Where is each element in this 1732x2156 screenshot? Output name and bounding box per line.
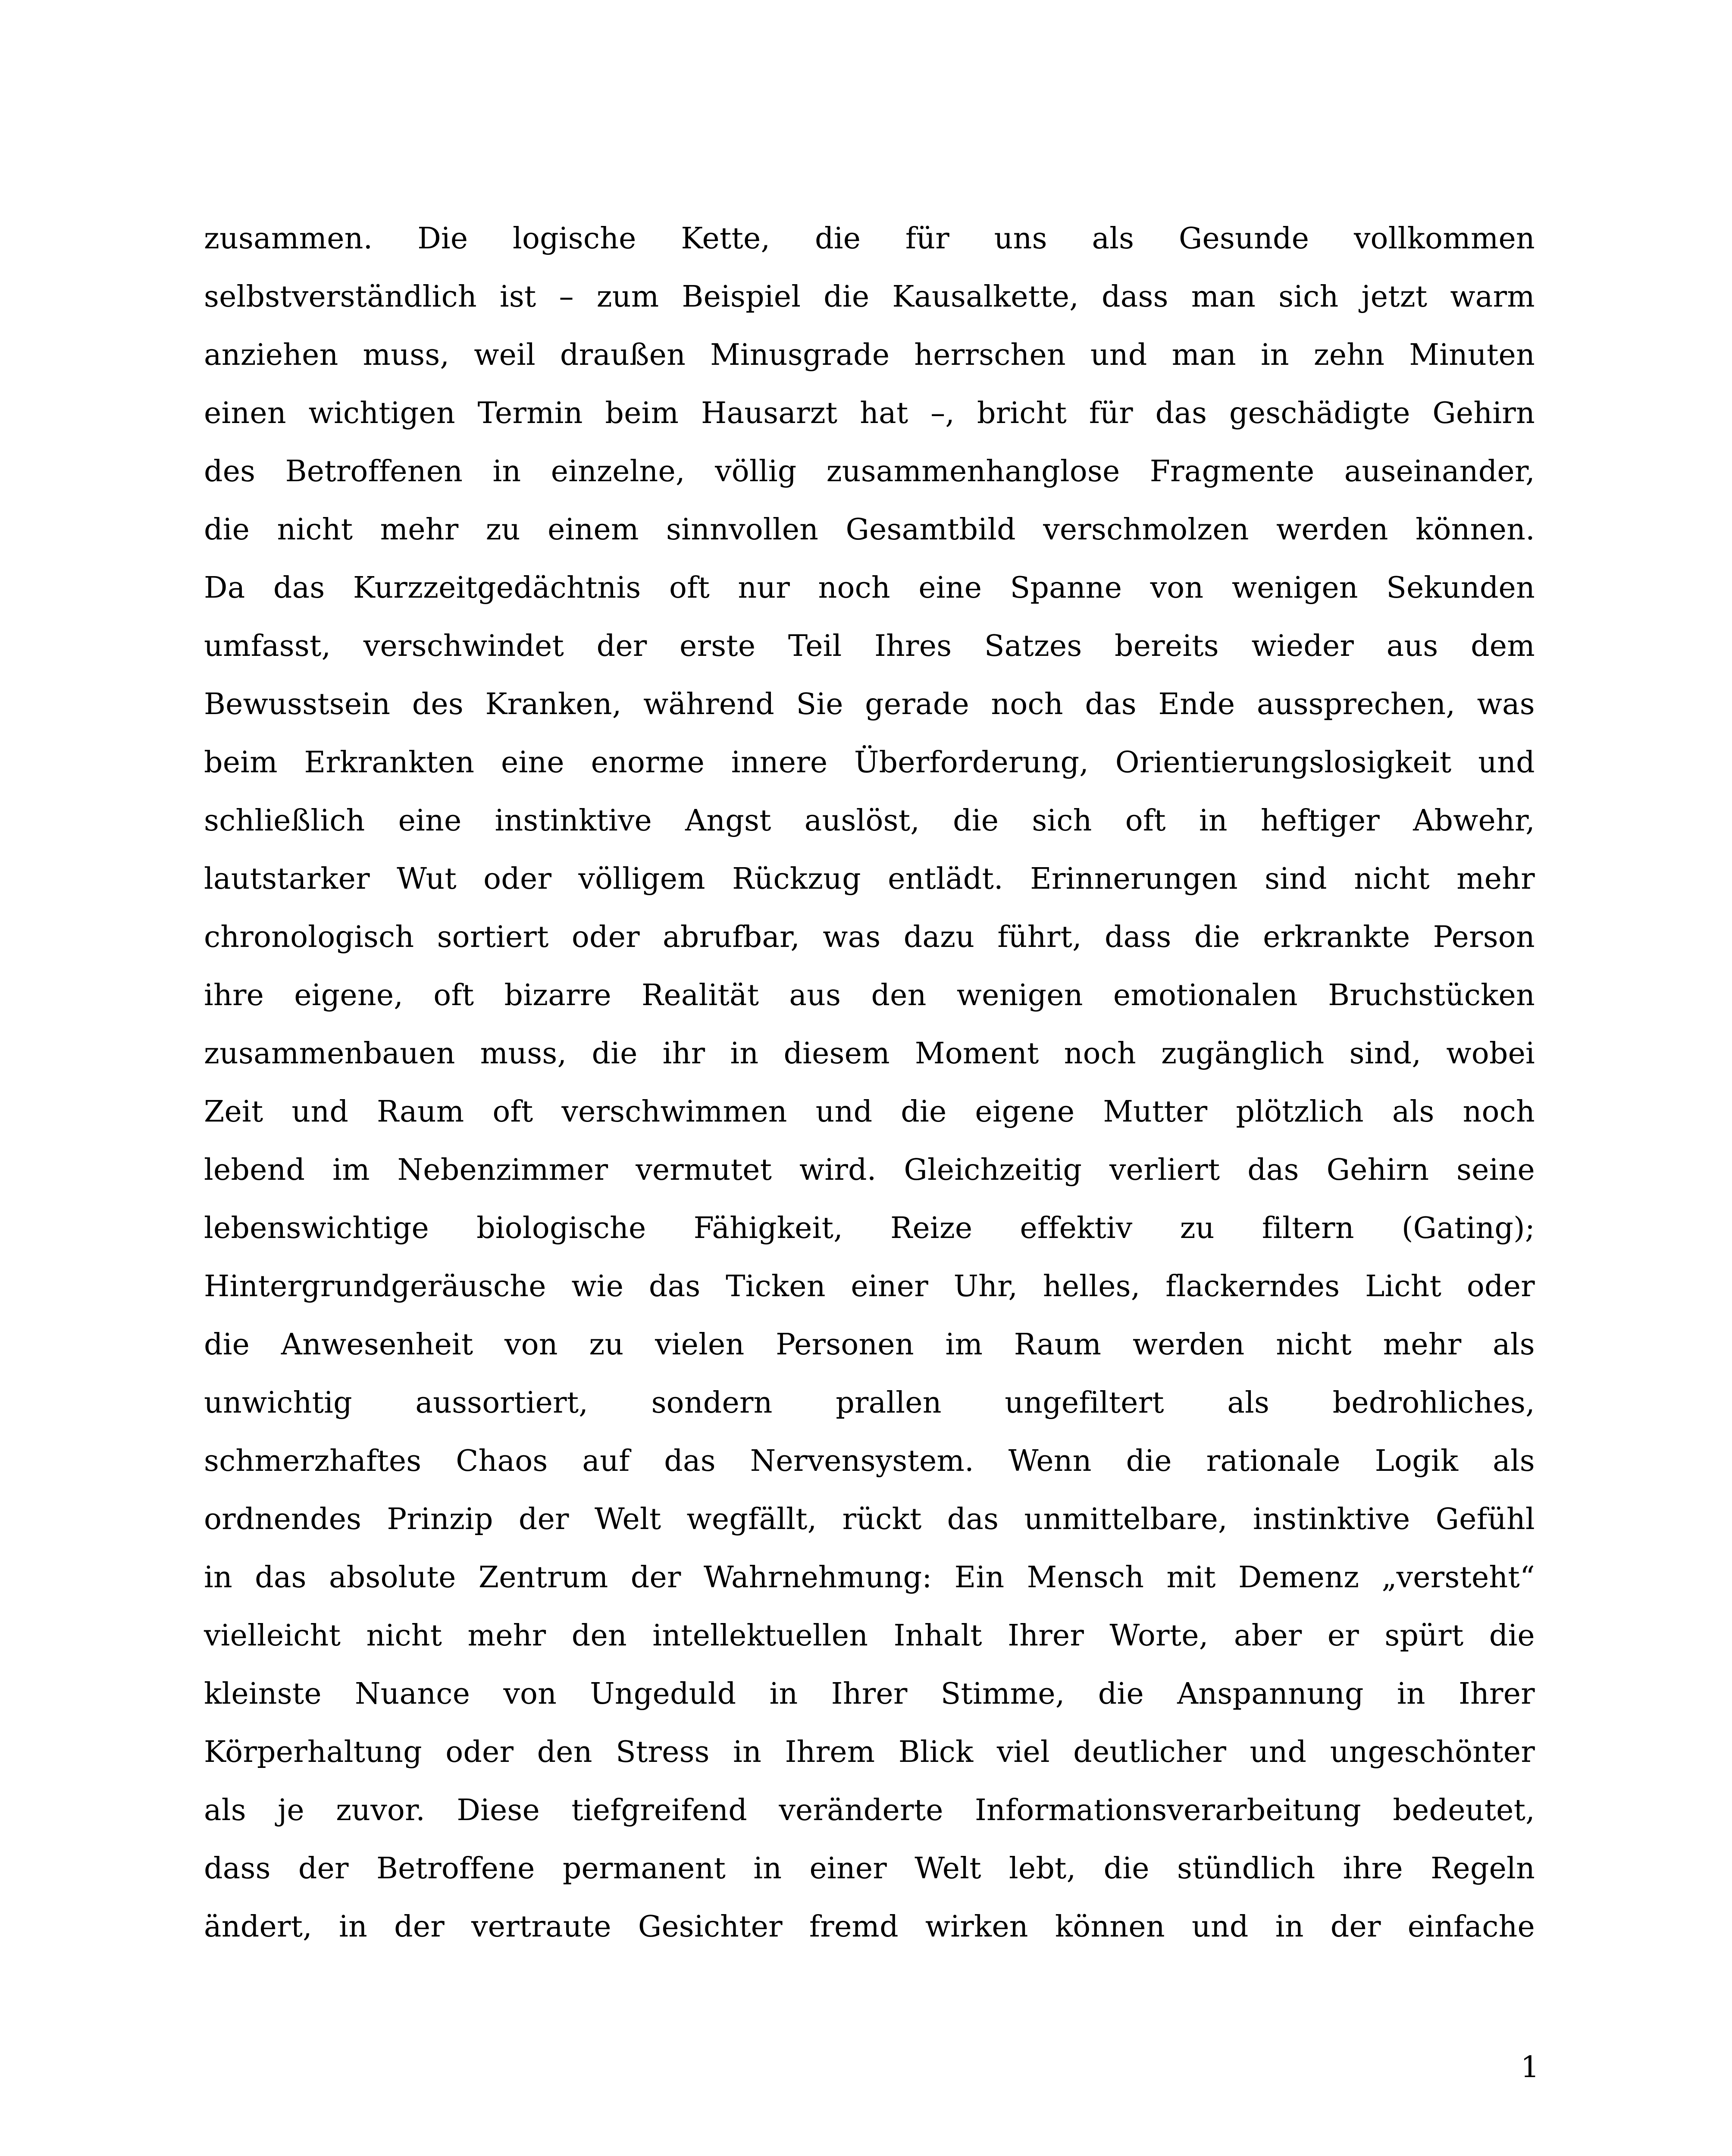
- text-line: Da das Kurzzeitgedächtnis oft nur noch eine Spanne von wenigen Sekunden: [204, 571, 1535, 605]
- text-line: unwichtig aussortiert, sondern prallen ungefiltert als bedrohliches,: [204, 1386, 1535, 1420]
- text-line: kleinste Nuance von Ungeduld in Ihrer Stimme, die Anspannung in Ihrer: [204, 1677, 1535, 1711]
- text-line: schließlich eine instinktive Angst auslöst, die sich oft in heftiger Abwehr,: [204, 804, 1535, 838]
- text-line: lebend im Nebenzimmer vermutet wird. Gleichzeitig verliert das Gehirn seine: [204, 1153, 1535, 1187]
- text-line: einen wichtigen Termin beim Hausarzt hat –, bricht für das geschädigte Gehirn: [204, 396, 1535, 430]
- page-number: 1: [1520, 2050, 1539, 2084]
- text-line: selbstverständlich ist – zum Beispiel die Kausalkette, dass man sich jetzt warm: [204, 280, 1535, 314]
- text-line: ändert, in der vertraute Gesichter fremd wirken können und in der einfache: [204, 1910, 1535, 1944]
- text-line: chronologisch sortiert oder abrufbar, was dazu führt, dass die erkrankte Person: [204, 920, 1535, 954]
- text-line: schmerzhaftes Chaos auf das Nervensystem. Wenn die rationale Logik als: [204, 1444, 1535, 1478]
- text-line: Körperhaltung oder den Stress in Ihrem Blick viel deutlicher und ungeschönter: [204, 1735, 1535, 1769]
- body-text: [204, 210, 1535, 1956]
- text-line: Hintergrundgeräusche wie das Ticken einer Uhr, helles, flackerndes Licht oder: [204, 1269, 1535, 1304]
- text-line: umfasst, verschwindet der erste Teil Ihres Satzes bereits wieder aus dem: [204, 629, 1535, 663]
- text-line: vielleicht nicht mehr den intellektuellen Inhalt Ihrer Worte, aber er spürt die: [204, 1619, 1535, 1653]
- text-line: ihre eigene, oft bizarre Realität aus den wenigen emotionalen Bruchstücken: [204, 978, 1535, 1012]
- text-line: ordnendes Prinzip der Welt wegfällt, rückt das unmittelbare, instinktive Gefühl: [204, 1502, 1535, 1536]
- text-line: anziehen muss, weil draußen Minusgrade herrschen und man in zehn Minuten: [204, 338, 1535, 372]
- text-line: die nicht mehr zu einem sinnvollen Gesamtbild verschmolzen werden können.: [204, 513, 1535, 547]
- text-line: als je zuvor. Diese tiefgreifend veränderte Informationsverarbeitung bedeutet,: [204, 1793, 1535, 1827]
- text-line: die Anwesenheit von zu vielen Personen im Raum werden nicht mehr als: [204, 1328, 1535, 1362]
- text-line: beim Erkrankten eine enorme innere Überforderung, Orientierungslosigkeit und: [204, 746, 1535, 780]
- text-line: des Betroffenen in einzelne, völlig zusammenhanglose Fragmente auseinander,: [204, 454, 1535, 489]
- text-line: dass der Betroffene permanent in einer Welt lebt, die stündlich ihre Regeln: [204, 1852, 1535, 1886]
- text-line: lautstarker Wut oder völligem Rückzug entlädt. Erinnerungen sind nicht mehr: [204, 862, 1535, 896]
- text-line: lebenswichtige biologische Fähigkeit, Reize effektiv zu filtern (Gating);: [204, 1211, 1535, 1245]
- text-line: zusammen. Die logische Kette, die für uns als Gesunde vollkommen: [204, 222, 1535, 256]
- text-line: Zeit und Raum oft verschwimmen und die eigene Mutter plötzlich als noch: [204, 1095, 1535, 1129]
- text-line: Bewusstsein des Kranken, während Sie gerade noch das Ende aussprechen, was: [204, 687, 1535, 721]
- text-line: zusammenbauen muss, die ihr in diesem Moment noch zugänglich sind, wobei: [204, 1037, 1535, 1071]
- text-line: in das absolute Zentrum der Wahrnehmung: Ein Mensch mit Demenz „versteht“: [204, 1561, 1535, 1595]
